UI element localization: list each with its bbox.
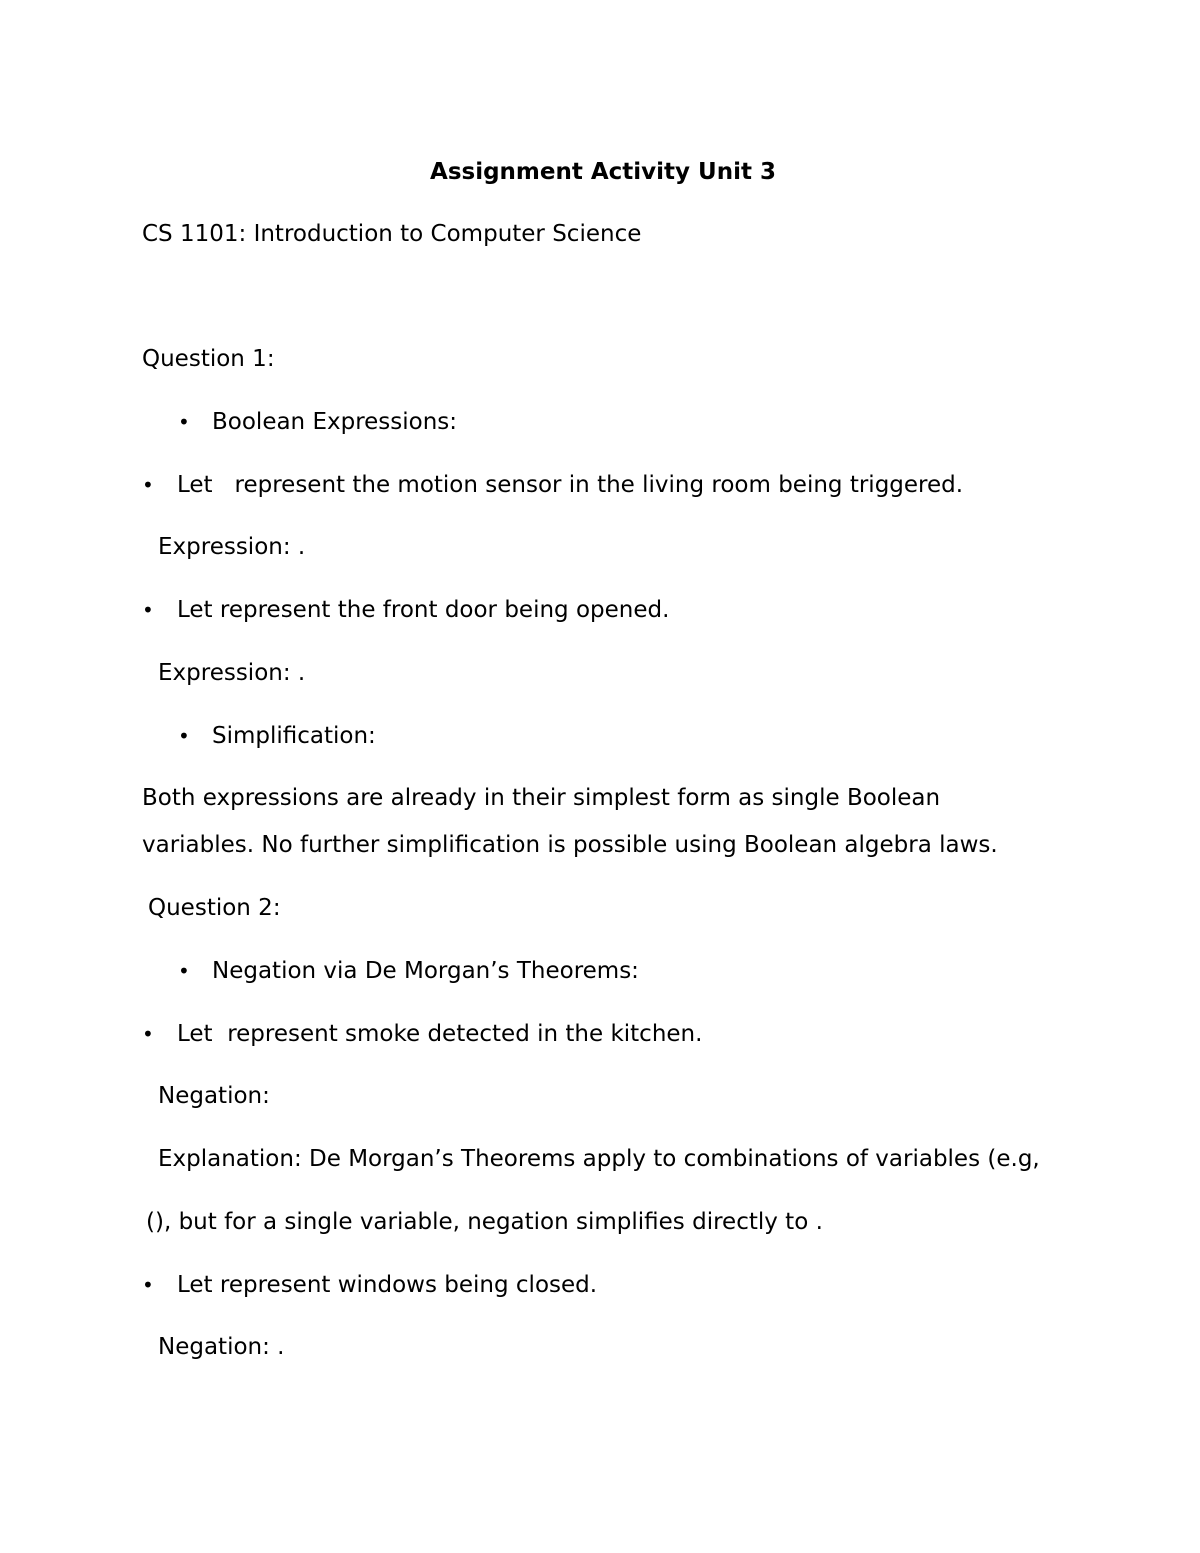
q1-subheading-boolean-expressions: Boolean Expressions: — [212, 409, 458, 435]
document-title: Assignment Activity Unit 3 — [430, 159, 776, 185]
q2-item-windows: Let represent windows being closed. — [177, 1272, 598, 1298]
q1-paragraph-line-2: variables. No further simplification is possible using Boolean algebra laws. — [142, 832, 998, 858]
q2-negation-2: Negation: . — [158, 1334, 285, 1360]
q1-item-motion-sensor: Let represent the motion sensor in the living room being triggered. — [177, 472, 964, 498]
q2-item-smoke: Let represent smoke detected in the kitchen. — [177, 1021, 703, 1047]
course-title: CS 1101: Introduction to Computer Science — [142, 221, 642, 247]
question-1-heading: Question 1: — [142, 346, 275, 372]
q2-explanation-line-1: Explanation: De Morgan’s Theorems apply to combinations of variables (e.g, — [158, 1146, 1040, 1172]
question-2-heading: Question 2: — [148, 895, 281, 921]
bullet-icon: • — [142, 598, 154, 622]
q2-negation-1: Negation: — [158, 1083, 270, 1109]
bullet-icon: • — [178, 724, 190, 748]
bullet-icon: • — [178, 959, 190, 983]
q1-expression-1: Expression: . — [158, 534, 306, 560]
bullet-icon: • — [142, 473, 154, 497]
q2-subheading-negation: Negation via De Morgan’s Theorems: — [212, 958, 639, 984]
q2-explanation-line-2: (), but for a single variable, negation simplifies directly to . — [146, 1209, 823, 1235]
q1-paragraph-line-1: Both expressions are already in their simplest form as single Boolean — [142, 785, 941, 811]
bullet-icon: • — [178, 410, 190, 434]
q1-subheading-simplification: Simplification: — [212, 723, 376, 749]
q1-expression-2: Expression: . — [158, 660, 306, 686]
bullet-icon: • — [142, 1273, 154, 1297]
bullet-icon: • — [142, 1022, 154, 1046]
q1-item-front-door: Let represent the front door being opened. — [177, 597, 670, 623]
